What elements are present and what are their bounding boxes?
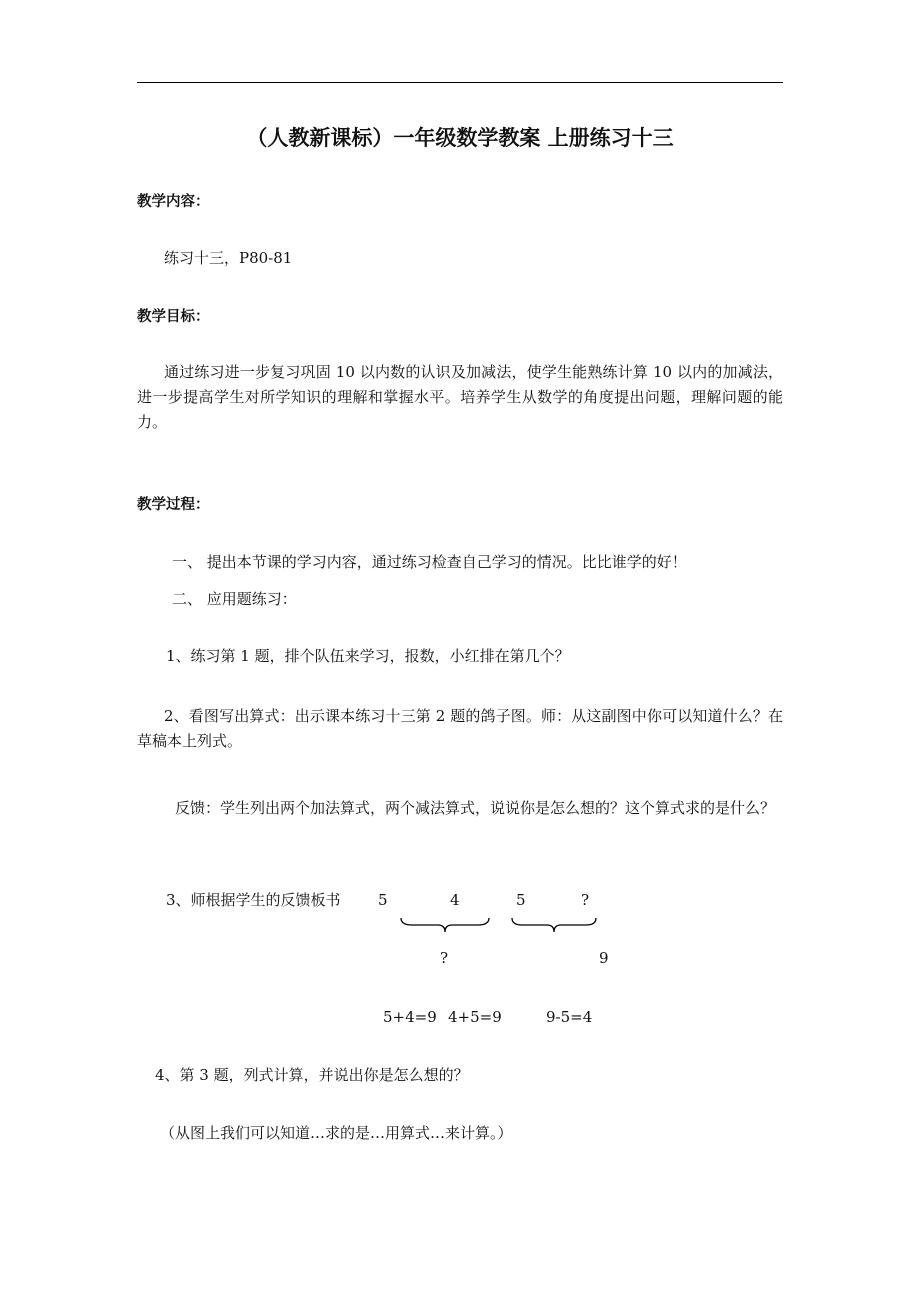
question-three-label: 3、师根据学生的反馈板书 bbox=[166, 891, 341, 909]
diagram-right-total: 9 bbox=[599, 949, 609, 967]
diagram-left-part-b: 4 bbox=[450, 891, 460, 909]
diagram-right-part-b: ? bbox=[581, 891, 590, 909]
page-title: （人教新课标）一年级数学教案 上册练习十三 bbox=[246, 125, 674, 150]
header-rule bbox=[137, 82, 783, 83]
diagram-left-total: ? bbox=[440, 949, 449, 967]
diagram-left-part-a: 5 bbox=[378, 891, 388, 909]
diagram-right-part-a: 5 bbox=[516, 891, 526, 909]
step-two: 二、 应用题练习： bbox=[172, 590, 297, 608]
equation-one: 5+4=9 bbox=[383, 1008, 437, 1026]
process-heading: 教学过程： bbox=[137, 496, 210, 513]
goal-paragraph: 通过练习进一步复习巩固 10 以内数的认识及加减法，使学生能熟练计算 10 以内的加减法，进一步提高学生对所学知识的理解和掌握水平。培养学生从数学的角度提出问题，理解问题的能力。 bbox=[137, 363, 784, 431]
right-brace bbox=[511, 917, 597, 935]
equation-three: 9-5=4 bbox=[546, 1008, 593, 1026]
question-two: 2、看图写出算式：出示课本练习十三第 2 题的鸽子图。师：从这副图中你可以知道什么？在草稿本上列式。 bbox=[137, 707, 783, 750]
left-brace bbox=[400, 917, 490, 935]
goal-heading: 教学目标： bbox=[137, 308, 210, 325]
step-one: 一、 提出本节课的学习内容，通过练习检查自己学习的情况。比比谁学的好！ bbox=[172, 553, 687, 571]
question-one: 1、练习第 1 题，排个队伍来学习，报数，小红排在第几个？ bbox=[166, 647, 570, 665]
feedback-paragraph: 反馈：学生列出两个加法算式，两个减法算式，说说你是怎么想的？这个算式求的是什么？ bbox=[175, 799, 776, 817]
content-heading: 教学内容： bbox=[137, 193, 210, 210]
content-text: 练习十三，P80-81 bbox=[164, 249, 293, 267]
question-four: 4、第 3 题，列式计算，并说出你是怎么想的？ bbox=[155, 1066, 469, 1084]
equation-two: 4+5=9 bbox=[448, 1008, 502, 1026]
hint-text: （从图上我们可以知道…求的是…用算式…来计算。） bbox=[160, 1124, 513, 1142]
